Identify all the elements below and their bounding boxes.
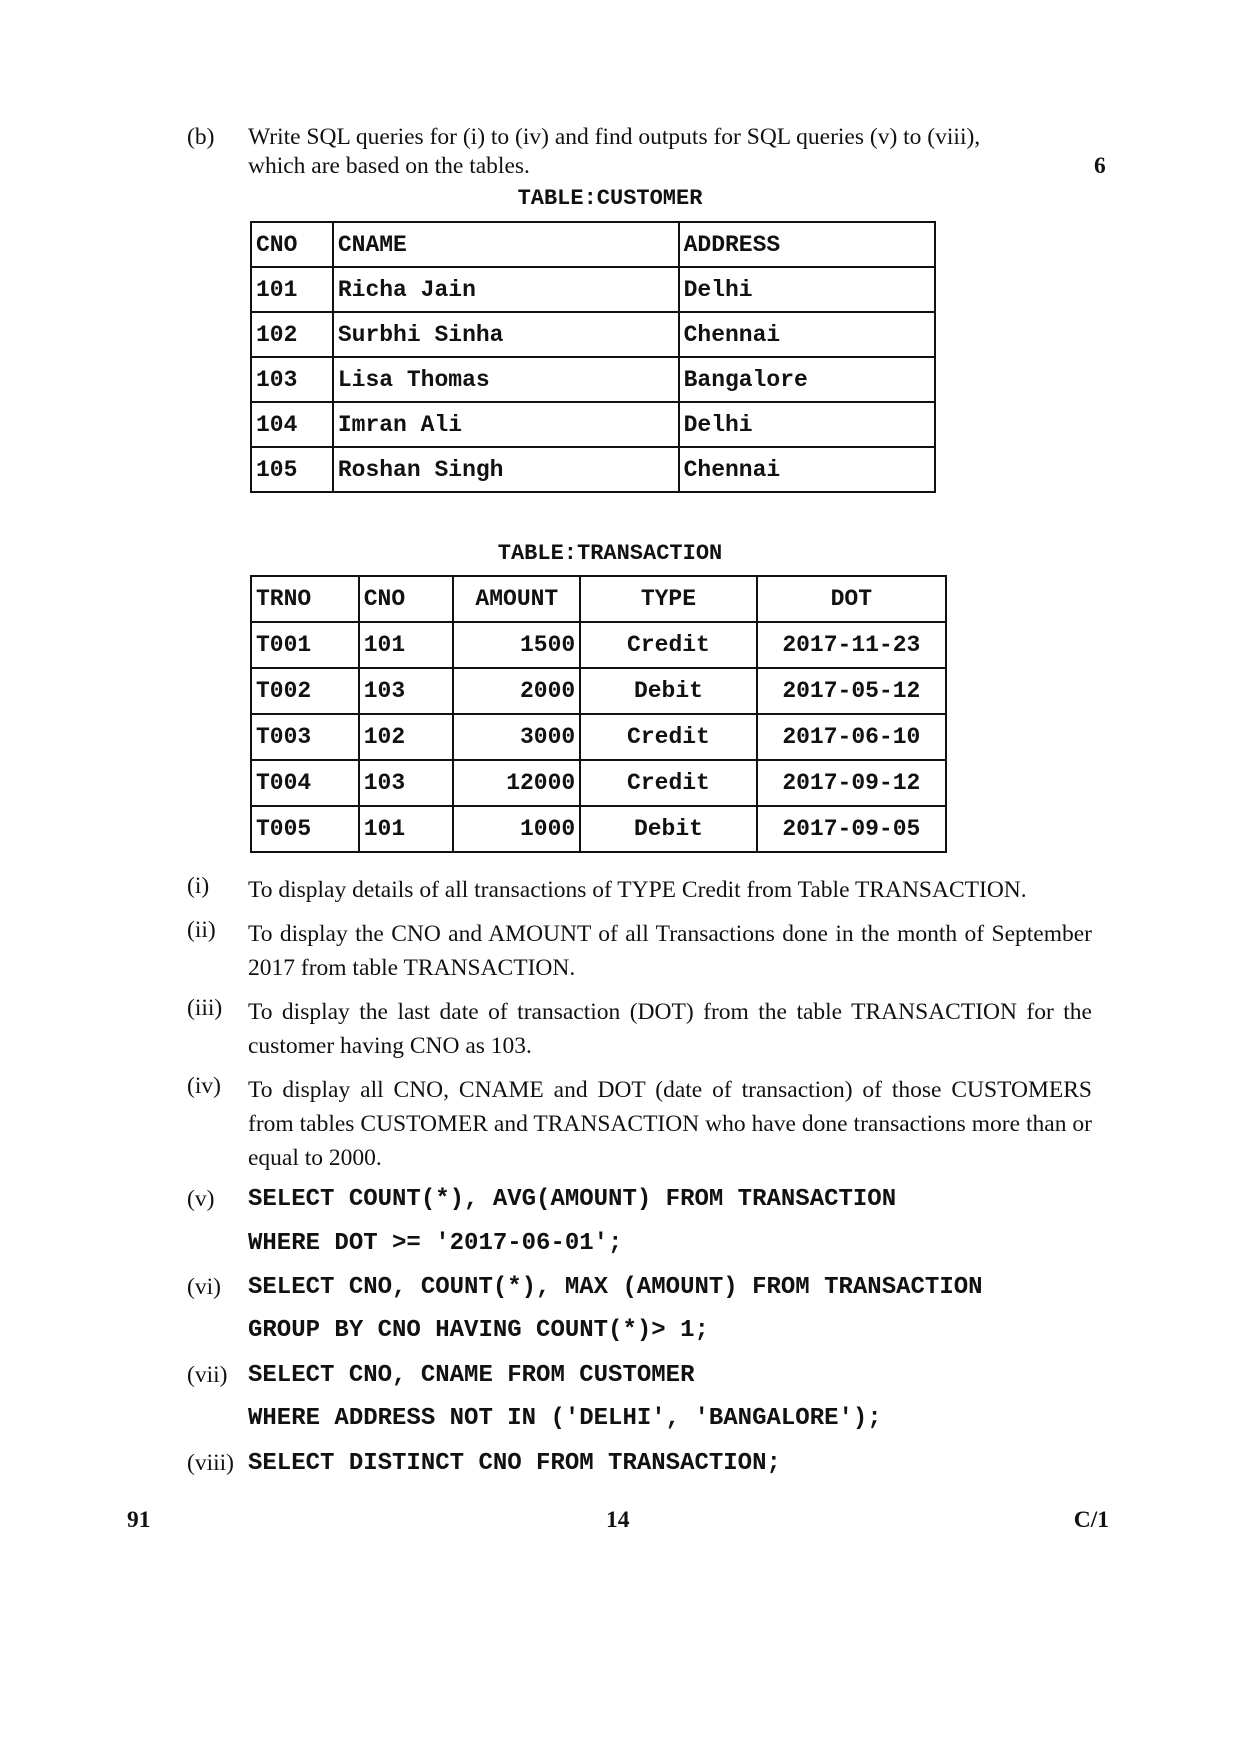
table-row bbox=[251, 668, 946, 714]
cell: 2017-09-12 bbox=[757, 760, 946, 806]
table-row bbox=[251, 622, 946, 668]
cell: Roshan Singh bbox=[333, 447, 679, 492]
cell: T003 bbox=[251, 714, 359, 760]
sql-line: SELECT COUNT(*), AVG(AMOUNT) FROM TRANSACTION bbox=[248, 1186, 897, 1213]
cell: 1500 bbox=[453, 622, 580, 668]
item-label: (viii) bbox=[187, 1450, 234, 1476]
footer-set: C/1 bbox=[1073, 1507, 1109, 1533]
cell: 2017-05-12 bbox=[757, 668, 946, 714]
header-cell: DOT bbox=[757, 576, 946, 622]
sql-line: SELECT CNO, COUNT(*), MAX (AMOUNT) FROM TRANSACTION bbox=[248, 1274, 983, 1301]
cell: 102 bbox=[251, 312, 333, 357]
cell: 101 bbox=[359, 806, 454, 852]
item-label: (v) bbox=[187, 1186, 215, 1212]
cell: Surbhi Sinha bbox=[333, 312, 679, 357]
cell: 101 bbox=[251, 267, 333, 312]
page-number: 14 bbox=[606, 1507, 630, 1533]
cell: 105 bbox=[251, 447, 333, 492]
table-row bbox=[251, 714, 946, 760]
header-cell: TRNO bbox=[251, 576, 359, 622]
item-label: (iii) bbox=[187, 995, 223, 1021]
cell: 104 bbox=[251, 402, 333, 447]
header-cell: AMOUNT bbox=[453, 576, 580, 622]
cell: 103 bbox=[359, 668, 454, 714]
header-cell: CNO bbox=[359, 576, 454, 622]
cell: 2017-09-05 bbox=[757, 806, 946, 852]
cell: 12000 bbox=[453, 760, 580, 806]
cell: Delhi bbox=[679, 267, 935, 312]
cell: 103 bbox=[359, 760, 454, 806]
question-line-2: which are based on the tables. bbox=[248, 153, 530, 179]
cell: Imran Ali bbox=[333, 402, 679, 447]
cell: 1000 bbox=[453, 806, 580, 852]
footer-code: 91 bbox=[127, 1507, 151, 1533]
customer-table bbox=[250, 221, 936, 493]
item-label: (ii) bbox=[187, 917, 216, 943]
item-text: To display details of all transactions of TYPE Credit from Table TRANSACTION. bbox=[248, 877, 1027, 903]
cell: T005 bbox=[251, 806, 359, 852]
cell: 2000 bbox=[453, 668, 580, 714]
cell: Bangalore bbox=[679, 357, 935, 402]
transaction-table bbox=[250, 575, 947, 853]
table-row bbox=[251, 447, 935, 492]
sql-line: SELECT DISTINCT CNO FROM TRANSACTION; bbox=[248, 1450, 781, 1477]
table-row bbox=[251, 267, 935, 312]
question-line-1: Write SQL queries for (i) to (iv) and find outputs for SQL queries (v) to (viii), bbox=[248, 124, 981, 150]
cell: Credit bbox=[580, 760, 756, 806]
table-row bbox=[251, 760, 946, 806]
header-cell: TYPE bbox=[580, 576, 756, 622]
table-row bbox=[251, 312, 935, 357]
question-label: (b) bbox=[187, 124, 215, 150]
table-header-row bbox=[251, 222, 935, 267]
sql-line: SELECT CNO, CNAME FROM CUSTOMER bbox=[248, 1362, 695, 1389]
cell: Richa Jain bbox=[333, 267, 679, 312]
cell: 3000 bbox=[453, 714, 580, 760]
cell: Delhi bbox=[679, 402, 935, 447]
table-row bbox=[251, 357, 935, 402]
customer-table-title: TABLE:CUSTOMER bbox=[517, 186, 703, 211]
header-cell: CNAME bbox=[333, 222, 679, 267]
cell: 103 bbox=[251, 357, 333, 402]
transaction-table-title: TABLE:TRANSACTION bbox=[497, 541, 723, 566]
cell: T002 bbox=[251, 668, 359, 714]
table-row bbox=[251, 806, 946, 852]
cell: Debit bbox=[580, 668, 756, 714]
table-row bbox=[251, 402, 935, 447]
cell: T004 bbox=[251, 760, 359, 806]
table-header-row bbox=[251, 576, 946, 622]
marks: 6 bbox=[1094, 153, 1106, 179]
cell: Chennai bbox=[679, 447, 935, 492]
cell: Credit bbox=[580, 714, 756, 760]
sql-line: WHERE ADDRESS NOT IN ('DELHI', 'BANGALORE'); bbox=[248, 1405, 882, 1432]
cell: 102 bbox=[359, 714, 454, 760]
cell: Debit bbox=[580, 806, 756, 852]
cell: 2017-06-10 bbox=[757, 714, 946, 760]
cell: Lisa Thomas bbox=[333, 357, 679, 402]
item-text: To display the last date of transaction (DOT) from the table TRANSACTION for the customer having CNO as 103. bbox=[248, 999, 1092, 1059]
cell: Chennai bbox=[679, 312, 935, 357]
header-cell: ADDRESS bbox=[679, 222, 935, 267]
cell: Credit bbox=[580, 622, 756, 668]
item-text: To display the CNO and AMOUNT of all Transactions done in the month of September 2017 from table TRANSACTION. bbox=[248, 921, 1092, 981]
item-label: (iv) bbox=[187, 1073, 221, 1099]
item-label: (vi) bbox=[187, 1274, 221, 1300]
item-text: To display all CNO, CNAME and DOT (date of transaction) of those CUSTOMERS from tables CUSTOMER and TRANSACTION who have done transactions more than or equal to 2000. bbox=[248, 1077, 1092, 1171]
header-cell: CNO bbox=[251, 222, 333, 267]
item-label: (vii) bbox=[187, 1362, 228, 1388]
sql-line: GROUP BY CNO HAVING COUNT(*)> 1; bbox=[248, 1317, 709, 1344]
cell: 2017-11-23 bbox=[757, 622, 946, 668]
cell: T001 bbox=[251, 622, 359, 668]
item-label: (i) bbox=[187, 873, 210, 899]
sql-line: WHERE DOT >= '2017-06-01'; bbox=[248, 1230, 623, 1257]
cell: 101 bbox=[359, 622, 454, 668]
